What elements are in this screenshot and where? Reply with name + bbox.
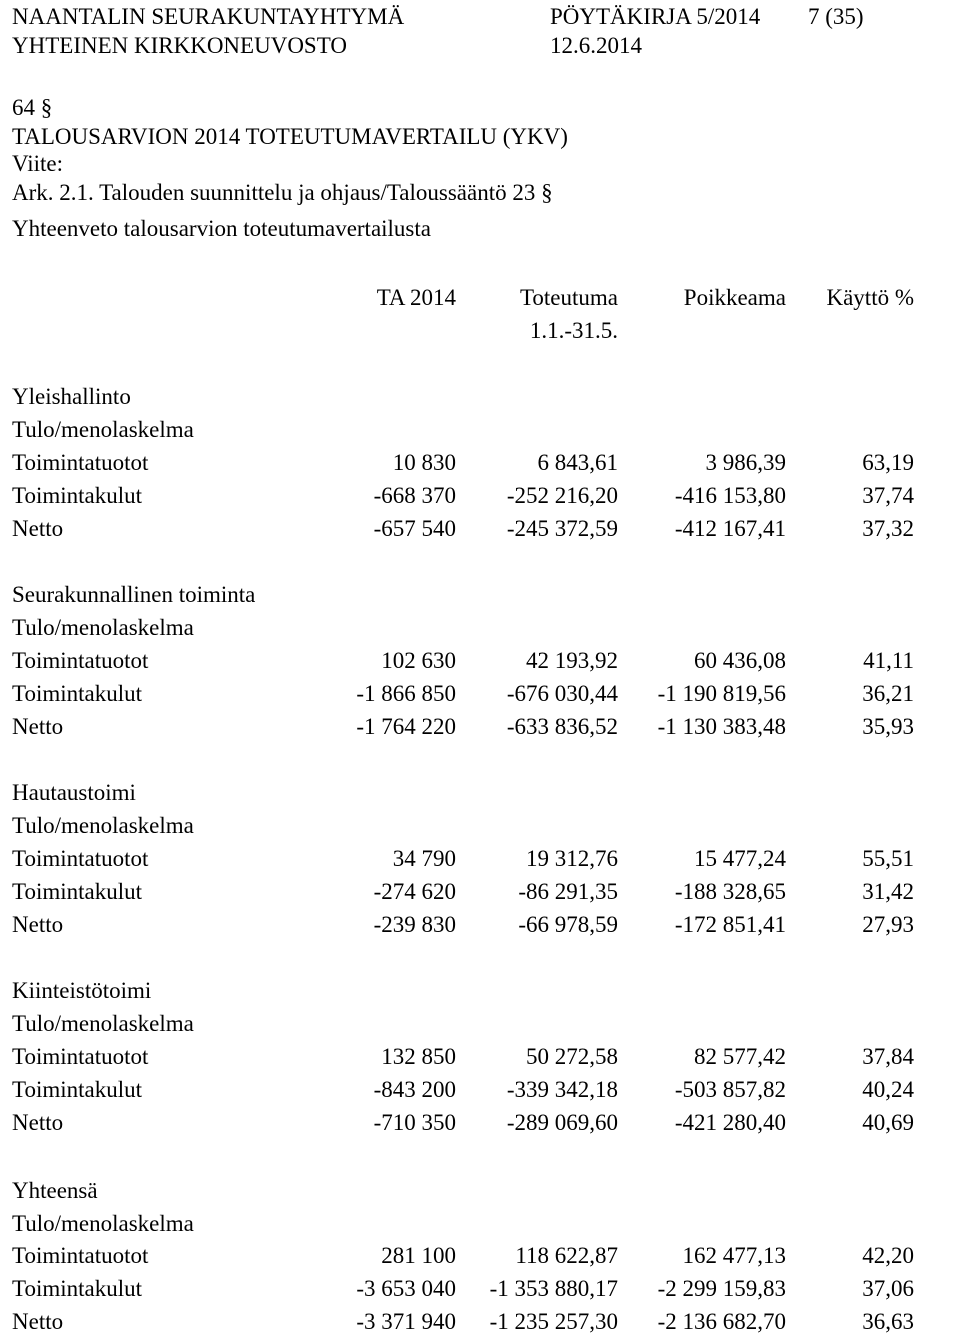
cell-ta: -1 866 850 [356, 681, 456, 706]
cell-ta: 132 850 [381, 1044, 456, 1069]
cell-poikkeama: -421 280,40 [674, 1110, 786, 1135]
row-label: Toimintatuotot [12, 648, 149, 673]
cell-ta: 10 830 [392, 450, 456, 475]
row-label: Toimintatuotot [12, 1243, 149, 1268]
section-subtitle: Tulo/menolaskelma [12, 813, 194, 838]
row-label: Toimintakulut [12, 1276, 142, 1301]
cell-kaytto: 40,69 [862, 1110, 914, 1135]
cell-ta: -657 540 [373, 516, 456, 541]
cell-ta: 102 630 [381, 648, 456, 673]
cell-toteutuma: -289 069,60 [506, 1110, 618, 1135]
cell-toteutuma: -245 372,59 [506, 516, 618, 541]
cell-ta: -274 620 [373, 879, 456, 904]
page-number: 7 (35) [808, 4, 864, 29]
cell-toteutuma: -339 342,18 [506, 1077, 618, 1102]
section-title: Kiinteistötoimi [12, 978, 152, 1003]
cell-poikkeama: -172 851,41 [674, 912, 786, 937]
meeting-body: YHTEINEN KIRKKONEUVOSTO [12, 33, 347, 58]
row-label: Netto [12, 714, 64, 739]
cell-kaytto: 37,74 [862, 483, 914, 508]
column-header-kaytto: Käyttö % [826, 285, 914, 310]
cell-poikkeama: 15 477,24 [694, 846, 786, 871]
cell-ta: -3 371 940 [356, 1309, 456, 1334]
cell-toteutuma: 6 843,61 [537, 450, 618, 475]
cell-toteutuma: -1 353 880,17 [489, 1276, 618, 1301]
cell-poikkeama: -2 299 159,83 [657, 1276, 786, 1301]
row-label: Toimintatuotot [12, 846, 149, 871]
reference-label: Viite: [12, 151, 63, 176]
cell-poikkeama: -412 167,41 [674, 516, 786, 541]
row-label: Toimintakulut [12, 483, 142, 508]
cell-kaytto: 40,24 [862, 1077, 914, 1102]
section-title: Hautaustoimi [12, 780, 136, 805]
cell-kaytto: 41,11 [863, 648, 914, 673]
cell-kaytto: 63,19 [862, 450, 914, 475]
cell-poikkeama: 60 436,08 [694, 648, 786, 673]
column-header-ta: TA 2014 [376, 285, 456, 310]
row-label: Toimintatuotot [12, 1044, 149, 1069]
column-header-toteutuma-period: 1.1.-31.5. [529, 318, 618, 343]
cell-toteutuma: -66 978,59 [518, 912, 618, 937]
cell-kaytto: 55,51 [862, 846, 914, 871]
summary-subtitle: Yhteenveto talousarvion toteutumavertailusta [12, 216, 431, 241]
cell-kaytto: 35,93 [862, 714, 914, 739]
row-label: Netto [12, 1309, 64, 1334]
cell-kaytto: 42,20 [862, 1243, 914, 1268]
cell-poikkeama: -416 153,80 [674, 483, 786, 508]
cell-ta: -3 653 040 [356, 1276, 456, 1301]
cell-ta: -1 764 220 [356, 714, 456, 739]
row-label: Toimintakulut [12, 681, 142, 706]
cell-toteutuma: 50 272,58 [526, 1044, 618, 1069]
column-header-poikkeama: Poikkeama [683, 285, 786, 310]
section-subtitle: Tulo/menolaskelma [12, 1011, 194, 1036]
item-title: TALOUSARVION 2014 TOTEUTUMAVERTAILU (YKV) [12, 124, 568, 149]
cell-kaytto: 36,63 [862, 1309, 914, 1334]
cell-ta: -239 830 [373, 912, 456, 937]
cell-poikkeama: -503 857,82 [674, 1077, 786, 1102]
cell-poikkeama: 162 477,13 [682, 1243, 786, 1268]
cell-ta: -710 350 [373, 1110, 456, 1135]
row-label: Toimintakulut [12, 879, 142, 904]
cell-kaytto: 37,06 [862, 1276, 914, 1301]
cell-kaytto: 37,32 [862, 516, 914, 541]
cell-toteutuma: -633 836,52 [506, 714, 618, 739]
organization-name: NAANTALIN SEURAKUNTAYHTYMÄ [12, 4, 405, 29]
section-subtitle: Tulo/menolaskelma [12, 1211, 194, 1236]
row-label: Netto [12, 1110, 64, 1135]
cell-poikkeama: -1 130 383,48 [657, 714, 786, 739]
section-title: Yhteensä [12, 1178, 98, 1203]
cell-ta: -668 370 [373, 483, 456, 508]
cell-toteutuma: -676 030,44 [506, 681, 618, 706]
cell-ta: 281 100 [381, 1243, 456, 1268]
cell-kaytto: 37,84 [862, 1044, 914, 1069]
document-type: PÖYTÄKIRJA 5/2014 [550, 4, 761, 29]
cell-toteutuma: -252 216,20 [506, 483, 618, 508]
row-label: Netto [12, 516, 64, 541]
cell-poikkeama: -2 136 682,70 [657, 1309, 786, 1334]
reference-text: Ark. 2.1. Talouden suunnittelu ja ohjaus/Taloussääntö 23 § [12, 180, 553, 205]
row-label: Netto [12, 912, 64, 937]
cell-toteutuma: 42 193,92 [526, 648, 618, 673]
meeting-date: 12.6.2014 [550, 33, 642, 58]
cell-toteutuma: 19 312,76 [526, 846, 618, 871]
cell-poikkeama: 3 986,39 [705, 450, 786, 475]
section-subtitle: Tulo/menolaskelma [12, 417, 194, 442]
row-label: Toimintakulut [12, 1077, 142, 1102]
section-title: Seurakunnallinen toiminta [12, 582, 256, 607]
cell-poikkeama: -1 190 819,56 [657, 681, 786, 706]
cell-ta: -843 200 [373, 1077, 456, 1102]
section-subtitle: Tulo/menolaskelma [12, 615, 194, 640]
cell-toteutuma: -86 291,35 [518, 879, 618, 904]
cell-kaytto: 27,93 [862, 912, 914, 937]
section-title: Yleishallinto [12, 384, 131, 409]
column-header-toteutuma: Toteutuma [519, 285, 618, 310]
cell-poikkeama: -188 328,65 [674, 879, 786, 904]
cell-ta: 34 790 [392, 846, 456, 871]
cell-toteutuma: -1 235 257,30 [489, 1309, 618, 1334]
cell-kaytto: 36,21 [862, 681, 914, 706]
item-number: 64 § [12, 95, 53, 120]
row-label: Toimintatuotot [12, 450, 149, 475]
cell-toteutuma: 118 622,87 [515, 1243, 618, 1268]
cell-kaytto: 31,42 [862, 879, 914, 904]
cell-poikkeama: 82 577,42 [694, 1044, 786, 1069]
